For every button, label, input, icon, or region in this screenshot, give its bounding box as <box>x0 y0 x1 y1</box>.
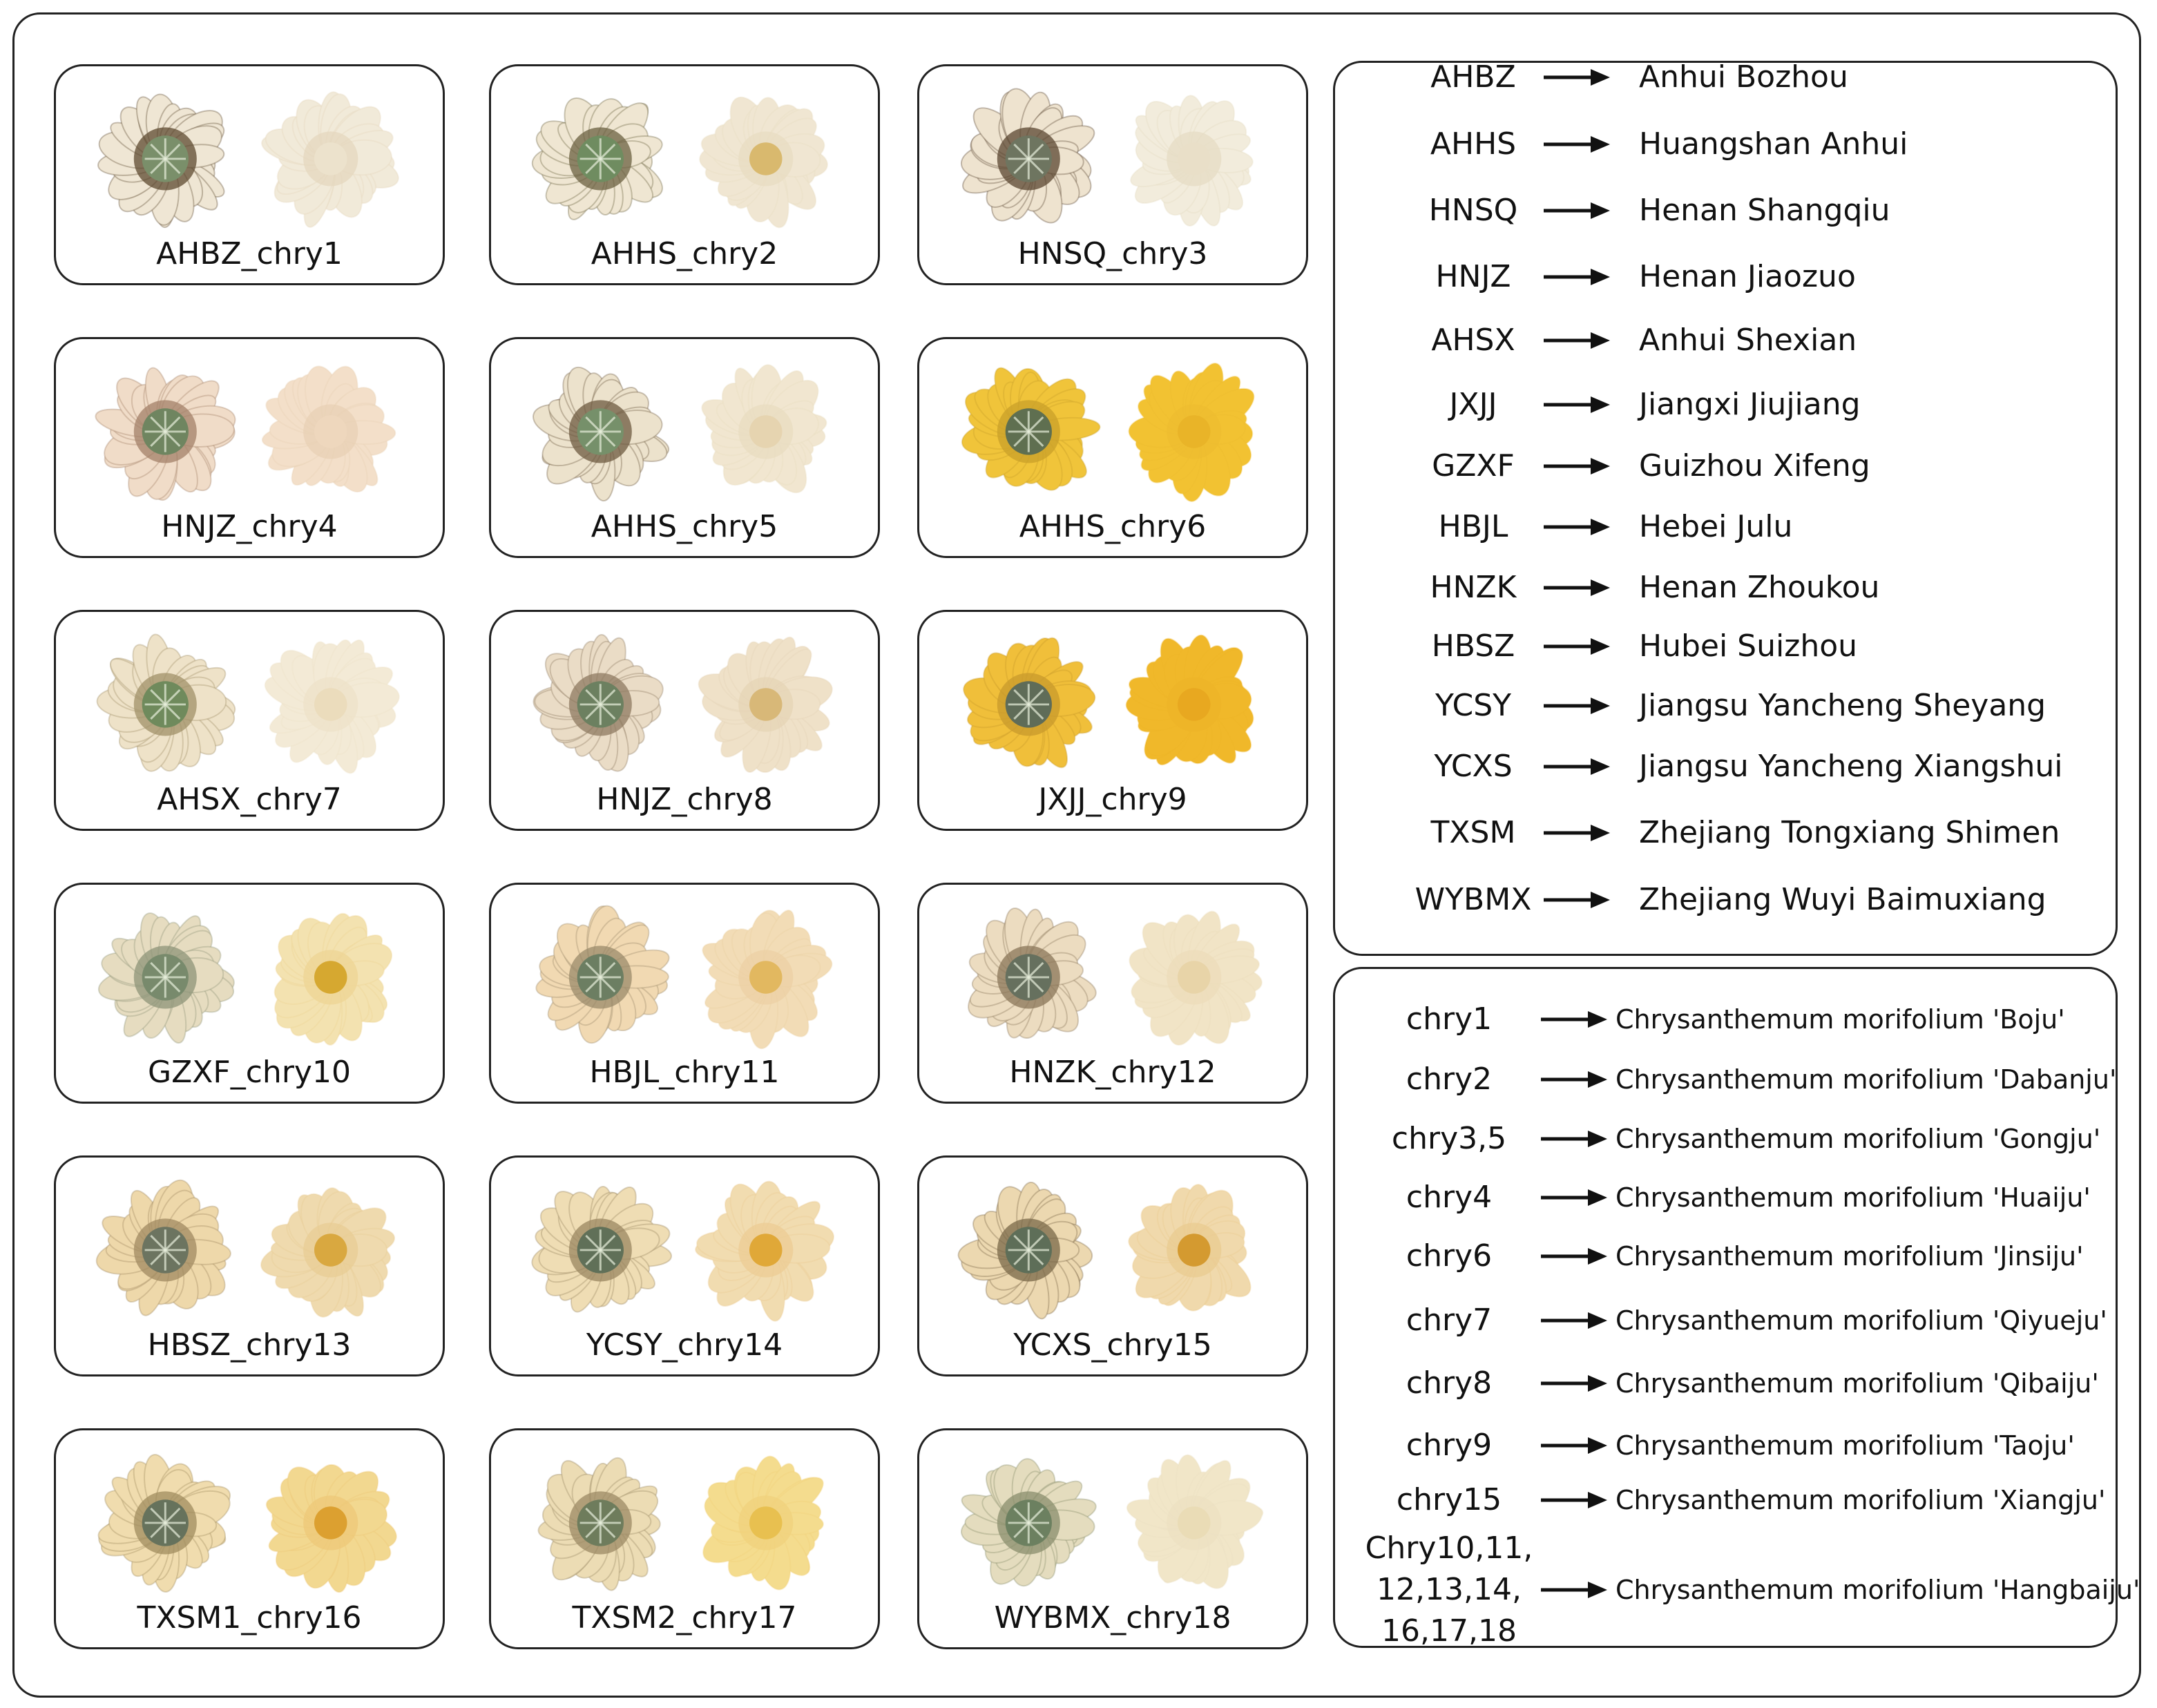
location-row <box>1335 190 2116 231</box>
specimen-label: HBSZ_chry13 <box>147 1327 352 1363</box>
flower-head-top-view <box>531 92 669 224</box>
specimen-card <box>489 64 880 285</box>
arrow-right-icon <box>1542 816 1611 850</box>
arrow-right-icon <box>1540 1429 1609 1462</box>
specimen-photo-pair <box>56 622 443 780</box>
flower-head-top-view <box>533 635 667 776</box>
specimen-photo-pair <box>491 349 878 508</box>
location-row <box>1335 57 2116 98</box>
specimen-card <box>489 337 880 558</box>
flower-head-side-view <box>1127 93 1254 229</box>
flower-head-top-view <box>95 1452 236 1592</box>
specimen-card <box>917 64 1308 285</box>
specimen-card <box>917 1428 1308 1649</box>
cultivar-code: Chry10,11, 12,13,14, 16,17,18 <box>1365 1531 1533 1649</box>
arrow-right-icon <box>1540 1304 1609 1337</box>
specimen-card <box>489 1155 880 1376</box>
flower-head-top-view <box>957 1182 1093 1321</box>
flower-head-top-view <box>958 1459 1099 1591</box>
cultivar-row <box>1335 1177 2116 1218</box>
arrow-right-icon <box>1540 1003 1609 1036</box>
specimen-photo-pair <box>491 894 878 1053</box>
location-code: YCSY <box>1435 688 1511 723</box>
arrow-right-icon <box>1542 61 1611 94</box>
arrow-right-icon <box>1540 1181 1609 1214</box>
flower-head-side-view <box>1124 1454 1265 1595</box>
location-row <box>1335 626 2116 667</box>
cultivar-row <box>1335 1425 2116 1466</box>
arrow-right-icon <box>1542 689 1611 722</box>
cultivar-code: chry9 <box>1406 1428 1493 1463</box>
specimen-photo-pair <box>56 1440 443 1599</box>
arrow-right-icon <box>1542 450 1611 483</box>
specimen-photo-pair <box>919 894 1306 1053</box>
location-legend <box>1333 61 2118 956</box>
arrow-right-icon <box>1540 1484 1609 1517</box>
location-code: HBSZ <box>1431 628 1515 664</box>
cultivar-code: chry6 <box>1406 1238 1493 1274</box>
specimen-card <box>917 883 1308 1104</box>
location-row <box>1335 879 2116 921</box>
cultivar-code: chry3,5 <box>1391 1121 1507 1156</box>
specimen-label: AHSX_chry7 <box>157 782 342 817</box>
cultivar-code: chry7 <box>1406 1303 1493 1338</box>
arrow-right-icon <box>1540 1573 1609 1606</box>
specimen-photo-pair <box>56 1167 443 1326</box>
flower-head-top-view <box>958 86 1100 229</box>
specimen-label: WYBMX_chry18 <box>994 1600 1231 1635</box>
cultivar-code: chry2 <box>1406 1062 1493 1097</box>
flower-head-side-view <box>696 1455 830 1593</box>
location-code: AHBZ <box>1430 59 1516 95</box>
location-name: Henan Shangqiu <box>1639 193 1890 228</box>
cultivar-name: Chrysanthemum morifolium 'Dabanju' <box>1616 1064 2117 1095</box>
arrow-right-icon <box>1542 128 1611 161</box>
flower-head-side-view <box>694 633 836 775</box>
flower-head-side-view <box>1125 908 1263 1049</box>
specimen-card <box>917 1155 1308 1376</box>
specimen-card <box>54 337 445 558</box>
cultivar-row <box>1335 999 2116 1040</box>
cultivar-name: Chrysanthemum morifolium 'Xiangju' <box>1616 1485 2106 1515</box>
cultivar-name: Chrysanthemum morifolium 'Taoju' <box>1616 1430 2075 1461</box>
specimen-card <box>489 883 880 1104</box>
location-name: Zhejiang Tongxiang Shimen <box>1639 815 2060 850</box>
location-row <box>1335 746 2116 787</box>
specimen-photo-pair <box>491 1167 878 1326</box>
flower-head-side-view <box>698 91 830 231</box>
arrow-right-icon <box>1540 1240 1609 1273</box>
specimen-card <box>917 610 1308 831</box>
specimen-label: AHHS_chry6 <box>1019 509 1207 544</box>
cultivar-name: Chrysanthemum morifolium 'Qibaiju' <box>1616 1368 2099 1399</box>
specimen-photo-pair <box>919 349 1306 508</box>
specimen-card <box>917 337 1308 558</box>
location-row <box>1335 567 2116 608</box>
specimen-card <box>54 1155 445 1376</box>
location-row <box>1335 384 2116 425</box>
cultivar-code: chry15 <box>1396 1482 1502 1517</box>
location-code: GZXF <box>1432 448 1515 483</box>
arrow-right-icon <box>1542 388 1611 421</box>
flower-head-side-view <box>1127 1183 1258 1311</box>
location-name: Jiangxi Jiujiang <box>1639 387 1861 422</box>
location-code: YCXS <box>1434 749 1513 784</box>
flower-head-side-view <box>1126 633 1258 770</box>
specimen-label: AHHS_chry5 <box>591 509 778 544</box>
location-code: JXJJ <box>1449 387 1497 422</box>
specimen-photo-pair <box>56 894 443 1053</box>
location-code: AHSX <box>1431 323 1515 358</box>
specimen-label: GZXF_chry10 <box>148 1055 351 1090</box>
location-row <box>1335 685 2116 727</box>
cultivar-name: Chrysanthemum morifolium 'Jinsiju' <box>1616 1241 2084 1272</box>
arrow-right-icon <box>1542 883 1611 917</box>
flower-head-side-view <box>261 363 396 498</box>
location-name: Hubei Suizhou <box>1639 628 1858 664</box>
location-name: Henan Jiaozuo <box>1639 259 1856 294</box>
arrow-right-icon <box>1542 510 1611 544</box>
location-name: Jiangsu Yancheng Sheyang <box>1639 688 2046 723</box>
location-code: HNJZ <box>1435 259 1511 294</box>
flower-head-side-view <box>698 907 835 1049</box>
location-name: Anhui Bozhou <box>1639 59 1848 95</box>
location-code: HBJL <box>1438 509 1508 544</box>
location-code: WYBMX <box>1415 882 1532 917</box>
cultivar-row <box>1335 1363 2116 1404</box>
specimen-label: YCXS_chry15 <box>1013 1327 1212 1363</box>
specimen-label: HNJZ_chry4 <box>161 509 338 544</box>
flower-head-top-view <box>95 93 231 228</box>
arrow-right-icon <box>1542 750 1611 783</box>
location-row <box>1335 256 2116 298</box>
cultivar-name: Chrysanthemum morifolium 'Boju' <box>1616 1004 2065 1035</box>
specimen-card <box>54 610 445 831</box>
specimen-photo-pair <box>491 76 878 235</box>
specimen-card <box>489 1428 880 1649</box>
location-name: Huangshan Anhui <box>1639 126 1908 162</box>
specimen-label: YCSY_chry14 <box>586 1327 783 1363</box>
flower-head-top-view <box>534 904 673 1045</box>
flower-head-side-view <box>261 636 401 777</box>
cultivar-row <box>1335 1479 2116 1521</box>
specimen-photo-pair <box>56 76 443 235</box>
cultivar-row <box>1335 1059 2116 1100</box>
specimen-label: TXSM2_chry17 <box>572 1600 797 1635</box>
cultivar-row <box>1335 1528 2140 1652</box>
location-name: Jiangsu Yancheng Xiangshui <box>1639 749 2063 784</box>
location-code: HNSQ <box>1428 193 1518 228</box>
location-row <box>1335 124 2116 165</box>
cultivar-name: Chrysanthemum morifolium 'Gongju' <box>1616 1124 2101 1154</box>
arrow-right-icon <box>1540 1063 1609 1096</box>
specimen-label: HNSQ_chry3 <box>1017 236 1208 271</box>
location-name: Hebei Julu <box>1639 509 1793 544</box>
location-name: Anhui Shexian <box>1639 323 1857 358</box>
specimen-label: AHHS_chry2 <box>591 236 778 271</box>
specimen-photo-pair <box>919 76 1306 235</box>
specimen-photo-pair <box>919 1440 1306 1599</box>
arrow-right-icon <box>1540 1122 1609 1155</box>
location-name: Guizhou Xifeng <box>1639 448 1870 483</box>
location-row <box>1335 445 2116 487</box>
cultivar-row <box>1335 1300 2116 1341</box>
flower-head-top-view <box>959 363 1100 497</box>
arrow-right-icon <box>1542 630 1611 663</box>
cultivar-code: chry4 <box>1406 1180 1493 1215</box>
specimen-photo-pair <box>919 622 1306 780</box>
cultivar-code: chry1 <box>1406 1001 1493 1037</box>
flower-head-top-view <box>529 1182 673 1316</box>
specimen-label: JXJJ_chry9 <box>1038 782 1187 817</box>
flower-head-side-view <box>268 909 398 1046</box>
location-row <box>1335 506 2116 548</box>
arrow-right-icon <box>1542 324 1611 357</box>
specimen-card <box>489 610 880 831</box>
specimen-photo-pair <box>491 622 878 780</box>
flower-head-top-view <box>94 1176 233 1319</box>
cultivar-row <box>1335 1236 2116 1277</box>
arrow-right-icon <box>1540 1367 1609 1400</box>
specimen-photo-pair <box>491 1440 878 1599</box>
arrow-right-icon <box>1542 194 1611 227</box>
specimen-label: HBJL_chry11 <box>589 1055 780 1090</box>
location-row <box>1335 320 2116 361</box>
cultivar-code: chry8 <box>1406 1365 1493 1401</box>
specimen-card <box>54 64 445 285</box>
location-code: TXSM <box>1430 815 1516 850</box>
flower-head-top-view <box>529 362 671 501</box>
cultivar-legend <box>1333 967 2140 1649</box>
flower-head-side-view <box>263 1459 401 1594</box>
location-code: HNZK <box>1430 570 1517 605</box>
flower-head-side-view <box>697 364 828 499</box>
location-name: Henan Zhoukou <box>1639 570 1880 605</box>
specimen-label: TXSM1_chry16 <box>137 1600 362 1635</box>
specimen-label: AHBZ_chry1 <box>156 236 343 271</box>
specimen-label: HNZK_chry12 <box>1009 1055 1216 1090</box>
location-row <box>1335 812 2116 854</box>
cultivar-name: Chrysanthemum morifolium 'Huaiju' <box>1616 1182 2091 1213</box>
specimen-card <box>54 883 445 1104</box>
flower-head-top-view <box>960 634 1097 774</box>
specimen-card <box>54 1428 445 1649</box>
flower-head-top-view <box>961 905 1100 1041</box>
flower-head-top-view <box>93 365 238 502</box>
specimen-photo-pair <box>56 349 443 508</box>
flower-head-top-view <box>96 910 237 1045</box>
flower-head-top-view <box>537 1455 663 1593</box>
cultivar-name: Chrysanthemum morifolium 'Qiyueju' <box>1616 1305 2107 1336</box>
flower-head-side-view <box>259 91 403 230</box>
arrow-right-icon <box>1542 571 1611 604</box>
flower-head-side-view <box>1129 359 1260 502</box>
flower-head-top-view <box>96 633 238 774</box>
flower-head-side-view <box>696 1178 837 1323</box>
location-name: Zhejiang Wuyi Baimuxiang <box>1639 882 2046 917</box>
cultivar-name: Chrysanthemum morifolium 'Hangbaiju' <box>1616 1575 2140 1605</box>
specimen-label: HNJZ_chry8 <box>596 782 773 817</box>
arrow-right-icon <box>1542 260 1611 294</box>
cultivar-row <box>1335 1118 2116 1160</box>
location-code: AHHS <box>1430 126 1517 162</box>
specimen-photo-pair <box>919 1167 1306 1326</box>
flower-head-side-view <box>258 1188 397 1321</box>
